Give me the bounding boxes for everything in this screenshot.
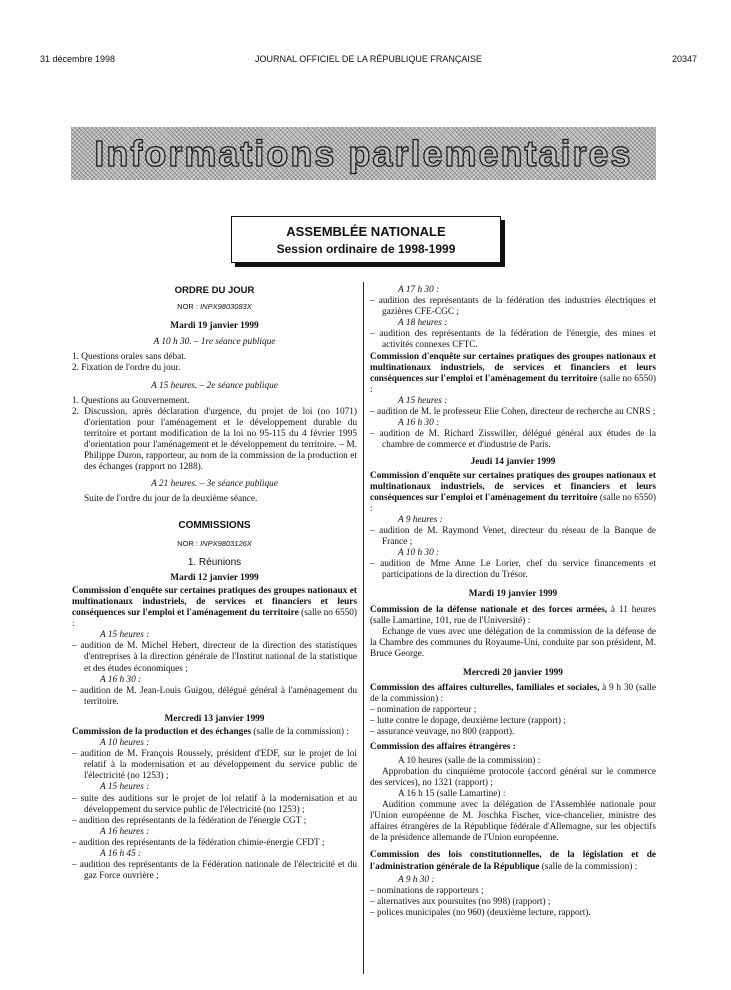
session-time: A 10 h 30. – 1re séance publique [153,337,276,348]
agenda-bullet: – audition de M. François Roussely, président d'EDF, sur le projet de loi relatif à la modernisation et au développement du service public de l'électricité (no 1253) ; [72,749,357,782]
agenda-bullet: – audition de M. le professeur Elie Cohen, directeur de recherche au CNRS ; [370,407,656,418]
day-heading: Mardi 12 janvier 1999 [170,572,259,583]
agenda-bullet: – audition des représentants de la Fédération nationale de l'électricité et du gaz Force ouvrière ; [72,860,357,882]
agenda-bullet: – audition des représentants de la fédération chimie-énergie CFDT ; [72,837,325,848]
agenda-bullet: – audition de M. Michel Hebert, directeur de la direction des statistiques d'entreprises à la direction générale de l'Institut national de la statistique et des études économiques ; [72,641,357,674]
agenda-item: 1. Questions orales sans débat. [72,352,187,363]
section-banner [71,127,656,180]
agenda-text: Suite de l'ordre du jour de la deuxième séance. [84,494,258,505]
day-heading: Mercredi 20 janvier 1999 [463,668,563,678]
session-time: A 16 h 15 (salle Lamartine) : [398,788,506,799]
agenda-bullet: – audition des représentants de la fédération de l'énergie, des mines et activités connexes CFTC. [370,329,656,351]
header-journal-title: JOURNAL OFFICIEL DE LA RÉPUBLIQUE FRANÇAISE [255,54,482,64]
session-time: A 9 h 30 : [398,874,435,885]
right-column [370,285,656,919]
agenda-item: 2. Fixation de l'ordre du jour. [72,363,181,374]
header-page-number: 20347 [671,54,697,64]
session-time: A 16 h 30 : [398,418,440,429]
agenda-bullet: – nominations de rapporteurs ; [370,885,484,896]
day-heading: Mercredi 13 janvier 1999 [164,713,265,724]
banner-title: Informations parlementaires [94,132,633,174]
commission-title: Commission des lois constitutionnelles, de la législation et de l'administration générale de la République (salle de la commission) : [370,850,656,872]
commissions-heading: COMMISSIONS [178,519,251,531]
ordre-du-jour-heading: ORDRE DU JOUR [174,285,255,296]
left-column [72,285,357,882]
commission-title: Commission des affaires culturelles, familiales et sociales, à 9 h 30 (salle de la commission) : [370,683,656,705]
commission-title: Commission d'enquête sur certaines pratiques des groupes nationaux et multinationaux industriels, de services et financiers et leurs conséquences sur l'emploi et l'aménagement du territoire (salle no 6550) : [370,351,656,395]
agenda-bullet: – polices municipales (no 960) (deuxième lecture, rapport). [370,907,591,918]
column-divider [363,282,364,974]
session-time: A 18 heures : [398,318,448,329]
session-time: A 15 heures : [100,630,150,641]
commission-title: Commission de la défense nationale et des forces armées, à 11 heures (salle Lamartine, 101, rue de l'Université) : [370,604,656,626]
agenda-bullet: – audition des représentants de la fédération des industries électriques et gazières CFE-CGC ; [370,296,656,318]
session-time: A 16 h 45 : [100,849,142,860]
session-time: A 15 heures : [100,782,150,793]
assembly-name: ASSEMBLÉE NATIONALE [286,224,446,239]
assembly-box [231,216,501,263]
reunions-heading: 1. Réunions [187,556,242,568]
session-time: A 10 heures : [100,738,150,749]
session-time: A 10 heures (salle de la commission) : [398,755,541,766]
header-date: 31 décembre 1998 [40,54,116,64]
agenda-text: Approbation du cinquième protocole (accord général sur le commerce des services), no 1321 (rapport) ; [370,766,656,788]
agenda-item: 1. Questions au Gouvernement. [72,395,190,406]
session-time: A 9 heures : [398,514,443,525]
agenda-bullet: – audition des représentants de la fédération de l'énergie CGT ; [72,815,307,826]
agenda-text: Audition commune avec la délégation de l'Assemblée nationale pour l'Union européenne de M. Joschka Fischer, vice-chancelier, ministre des affaires étrangères de la République fédérale d'Allemagne, sur les objectifs de la présidence allemande de l'Union européenne. [370,800,656,844]
agenda-bullet: – audition de M. Jean-Louis Guigou, délégué général à l'aménagement du territoire. [72,685,357,707]
agenda-bullet: – audition de M. Richard Zisswiller, délégué général aux études de la chambre de commerce et d'industrie de Paris. [370,429,656,451]
session-time: A 15 heures : [398,395,448,406]
commission-title: Commission de la production et des échanges (salle de la commission) : [72,727,349,737]
commission-title: Commission des affaires étrangères : [370,741,516,752]
day-heading: Jeudi 14 janvier 1999 [470,457,556,468]
commission-title: Commission d'enquête sur certaines pratiques des groupes nationaux et multinationaux industriels, de services et financiers et leurs conséquences sur l'emploi et l'aménagement du territoire (salle no 6550) : [72,585,357,630]
agenda-bullet: – alternatives aux poursuites (no 998) (rapport) ; [370,896,551,907]
agenda-bullet: – audition de M. Raymond Venet, directeur du réseau de la Banque de France ; [370,525,656,548]
session-time: A 10 h 30 : [398,548,440,559]
session-time: A 16 h 30 : [100,674,142,685]
day-heading: Mardi 19 janvier 1999 [468,589,558,600]
agenda-bullet: – lutte contre le dopage, deuxième lecture (rapport) ; [370,716,566,727]
session-time: A 16 heures : [100,826,150,837]
agenda-text: Echange de vues avec une délégation de la commission de la défense de la Chambre des communes du Royaume-Uni, conduite par son président, M. Bruce George. [370,626,656,659]
agenda-bullet: – suite des auditions sur le projet de loi relatif à la modernisation et au développement du service public de l'électricité (no 1253) ; [72,793,357,815]
session-time: A 17 h 30 : [398,285,440,295]
day-heading: Mardi 19 janvier 1999 [170,321,259,332]
page-header [40,52,697,66]
agenda-bullet: – nomination de rapporteur ; [370,705,477,716]
assembly-session: Session ordinaire de 1998-1999 [276,242,456,256]
agenda-bullet: – assurance veuvage, no 800 (rapport). [370,727,515,738]
session-time: A 15 heures. – 2e séance publique [151,380,278,391]
agenda-bullet: – audition de Mme Anne Le Lorier, chef du service financements et participations de la direction du Trésor. [370,559,656,581]
session-time: A 21 heures. – 3e séance publique [151,479,278,490]
commission-title: Commission d'enquête sur certaines pratiques des groupes nationaux et multinationaux industriels, de services et financiers et leurs conséquences sur l'emploi et l'aménagement du territoire (salle no 6550) : [370,470,656,514]
commissions-nor-ref: NOR : INPX9803126X [177,538,252,548]
agenda-item: 2. Discussion, après déclaration d'urgence, du projet de loi (no 1071) d'orientation pour l'aménagement et le développement durable du territoire et portant modification de la loi no 95-115 du 4 février 1995 d'orientation pour l'aménagement et le développement du territoire. – M. Philippe Duron, rapporteur, au nom de la commission de la production et des échanges (rapport no 1288). [72,406,357,473]
ordre-nor-ref: NOR : INPX9803083X [177,302,252,312]
